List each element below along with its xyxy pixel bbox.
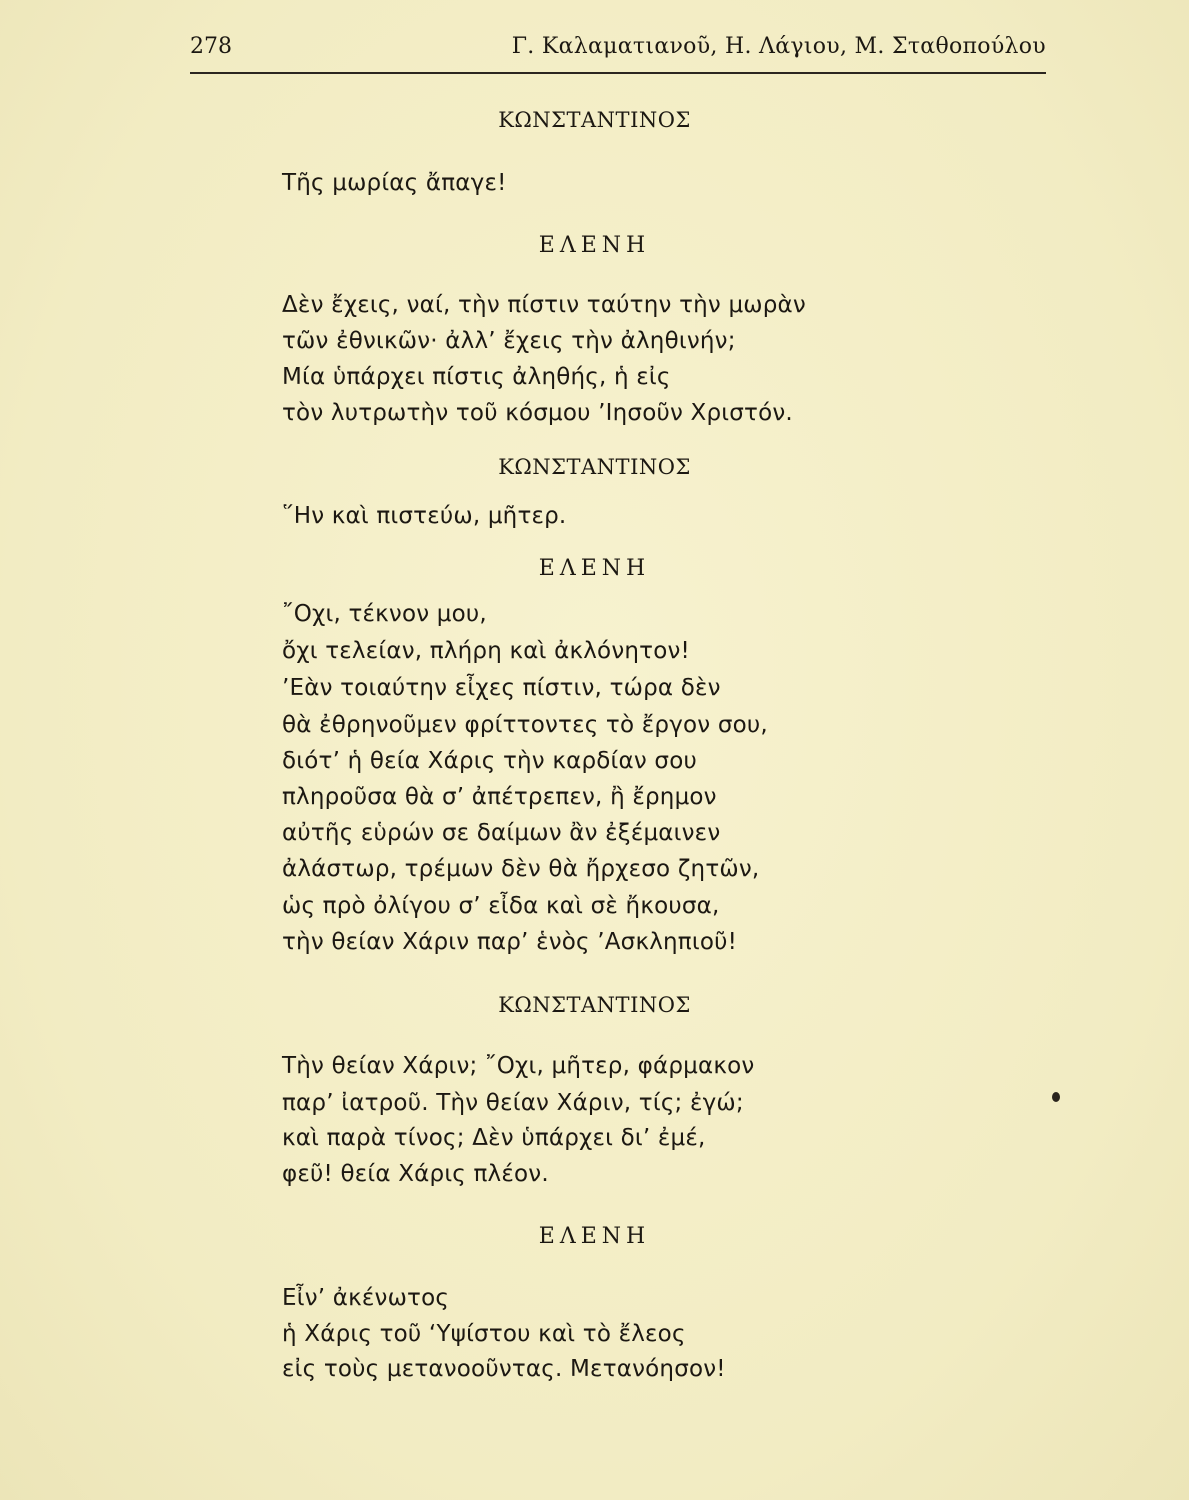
verse-line: τὸν λυτρωτὴν τοῦ κόσμου ’Ιησοῦν Χριστόν. — [282, 400, 793, 426]
verse-line: ἡ Χάρις τοῦ ‘Υψίστου καὶ τὸ ἔλεος — [282, 1321, 686, 1347]
speaker-name: ΕΛΕΝΗ — [538, 556, 651, 581]
speaker-name: ΕΛΕΝΗ — [538, 1224, 651, 1249]
verse-line: ῞Ην καὶ πιστεύω, μῆτερ. — [282, 503, 567, 529]
verse-line: τῶν ἐθνικῶν· ἀλλ’ ἔχεις τὴν ἀληθινήν; — [282, 328, 736, 354]
verse-line: τὴν θείαν Χάριν παρ’ ἑνὸς ’Ασκληπιοῦ! — [282, 929, 738, 955]
verse-line: ἀλάστωρ, τρέμων δὲν θὰ ἤρχεσο ζητῶν, — [282, 856, 760, 882]
speaker-name: ΚΩΝΣΤΑΝΤΙΝΟΣ — [498, 993, 691, 1017]
verse-line: φεῦ! θεία Χάρις πλέον. — [282, 1161, 549, 1187]
page-number: 278 — [190, 34, 232, 59]
header-rule — [190, 72, 1046, 74]
verse-line: ῎Οχι, τέκνον μου, — [282, 601, 487, 627]
ink-speck — [1052, 1092, 1060, 1102]
verse-line: καὶ παρὰ τίνος; Δὲν ὑπάρχει δι’ ἐμέ, — [282, 1125, 706, 1151]
verse-line: αὐτῆς εὑρών σε δαίμων ἂν ἐξέμαινεν — [282, 820, 721, 846]
verse-line: διότ’ ἡ θεία Χάρις τὴν καρδίαν σου — [282, 748, 697, 774]
speaker-name: ΚΩΝΣΤΑΝΤΙΝΟΣ — [498, 455, 691, 479]
page-header — [190, 34, 1046, 70]
verse-line: ὄχι τελείαν, πλήρη καὶ ἀκλόνητον! — [282, 638, 690, 664]
verse-line: Εἶν’ ἀκένωτος — [282, 1285, 450, 1311]
verse-line: Δὲν ἔχεις, ναί, τὴν πίστιν ταύτην τὴν μωρὰν — [282, 292, 806, 318]
verse-line: Τὴν θείαν Χάριν; ῎Οχι, μῆτερ, φάρμακον — [282, 1053, 755, 1079]
speaker-name: ΕΛΕΝΗ — [538, 233, 651, 258]
speaker-name: ΚΩΝΣΤΑΝΤΙΝΟΣ — [498, 108, 691, 132]
verse-line: θὰ ἐθρηνοῦμεν φρίττοντες τὸ ἔργον σου, — [282, 712, 768, 738]
verse-line: εἰς τοὺς μετανοοῦντας. Μετανόησον! — [282, 1356, 726, 1382]
running-head: Γ. Καλαματιανοῦ, Η. Λάγιου, Μ. Σταθοπούλου — [511, 34, 1046, 59]
verse-line: πληροῦσα θὰ σ’ ἀπέτρεπεν, ἢ ἔρημον — [282, 784, 717, 810]
verse-line: παρ’ ἰατροῦ. Τὴν θείαν Χάριν, τίς; ἐγώ; — [282, 1090, 744, 1116]
verse-line: Τῆς μωρίας ἄπαγε! — [282, 170, 507, 196]
verse-line: ὡς πρὸ ὀλίγου σ’ εἶδα καὶ σὲ ἤκουσα, — [282, 893, 720, 919]
verse-line: ’Εὰν τοιαύτην εἶχες πίστιν, τώρα δὲν — [282, 675, 721, 701]
verse-line: Μία ὑπάρχει πίστις ἀληθής, ἡ εἰς — [282, 364, 671, 390]
